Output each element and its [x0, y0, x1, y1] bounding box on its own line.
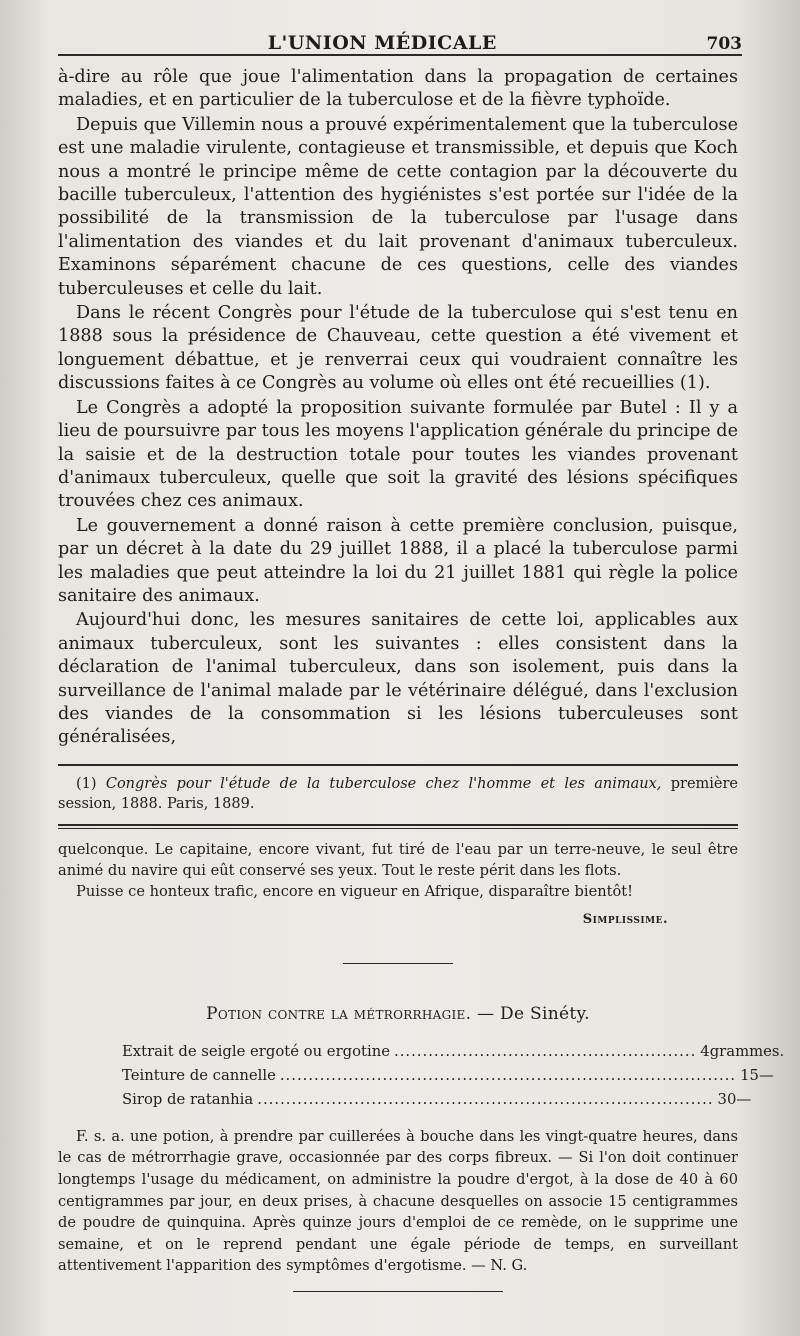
footnote — [58, 774, 738, 814]
section-separator-thin — [58, 828, 738, 829]
paragraph: Depuis que Villemin nous a prouvé expérimentalement que la tuberculose est une maladie virulente, contagieuse et transmissible, et depuis que Koch nous a montré le principe même de cette contagion par la découverte du bacille tuberculeux, l'attention des hygiénistes s'est portée sur l'idée de la possibilité de la transmission de la tuberculose par l'usage dans l'alimentation des viandes et du lait provenant d'animaux tuberculeux. Examinons séparément chacune de ces questions, celle des viandes tuberculeuses et celle du lait. — [58, 114, 738, 299]
footnote-rest: première session, 1888. Paris, 1889. — [58, 775, 739, 812]
footnote-rule — [58, 764, 738, 766]
potion-author: De Sinéty. — [500, 1003, 590, 1024]
page-number: 703 — [706, 34, 742, 54]
ingredient-name: Sirop de ratanhia — [122, 1090, 254, 1108]
note-paragraph: quelconque. Le capitaine, encore vivant, fut tiré de l'eau par un terre-neuve, le seul être animé du navire qui eût conservé ses yeux. Tout le reste périt dans les flots. — [58, 840, 738, 879]
ingredient-name: Extrait de seigle ergoté ou ergotine — [122, 1042, 390, 1060]
ingredient-dose: 30 — [717, 1090, 737, 1108]
ingredient-unit: — — [736, 1090, 752, 1108]
main-text — [58, 66, 738, 750]
potion-heading — [58, 1004, 738, 1024]
leader-dots: ................................................................................ — [257, 1090, 714, 1108]
running-title: L'UNION MÉDICALE — [267, 32, 497, 54]
paragraph: Le Congrès a adopté la proposition suivante formulée par Butel : Il y a lieu de poursuivre par tous les moyens l'application générale du principe de la saisie et de la destruction totale pour toutes les viandes provenant d'animaux tuberculeux, quelle que soit la gravité des lésions spécifiques trouvées chez ces animaux. — [58, 397, 738, 512]
section-separator — [58, 824, 738, 826]
ingredient-name: Teinture de cannelle — [122, 1066, 276, 1084]
short-divider — [343, 963, 453, 964]
prescription-instructions: F. s. a. une potion, à prendre par cuillerées à bouche dans les vingt-quatre heures, dans le cas de métrorrhagie grave, occasionnée par des corps fibreux. — Si l'on doit continuer longtemps l'usage du médicament, on administre la poudre d'ergot, à la dose de 40 à 60 centigrammes par jour, en deux prises, à chacune desquelles on associe 15 centigrammes de poudre de quinquina. Après quinze jours d'emploi de ce remède, on le supprime une semaine, et on le reprend pendant une égale période de temps, en surveillant attentivement l'apparition des symptômes d'ergotisme. — N. G. — [58, 1127, 738, 1275]
leader-dots: ..................................................... — [393, 1042, 697, 1060]
ingredient-dose: 4 — [700, 1042, 710, 1060]
paragraph: à-dire au rôle que joue l'alimentation dans la propagation de certaines maladies, et en particulier de la tuberculose et de la fièvre typhoïde. — [58, 67, 738, 111]
ingredient-row — [122, 1088, 752, 1112]
title-dash: — — [471, 1003, 501, 1024]
note-paragraph: Puisse ce honteux trafic, encore en vigueur en Afrique, disparaître bientôt! — [76, 882, 633, 900]
paragraph: Dans le récent Congrès pour l'étude de la tuberculose qui s'est tenu en 1888 sous la présidence de Chauveau, cette question a été vivement et longuement débattue, et je renverrai ceux qui voudraient connaître les discussions faites à ce Congrès au volume où elles ont été recueillies (1). — [58, 303, 738, 394]
ingredient-dose: 15 — [740, 1066, 759, 1084]
paragraph: Aujourd'hui donc, les mesures sanitaires de cette loi, applicables aux animaux tuberculeux, sont les suivantes : elles consistent dans la déclaration de l'animal tuberculeux, dans son isolement, puis dans la surveillance de l'animal malade par le vétérinaire délégué, dans l'exclusion des viandes de la consommation si les lésions tuberculeuses sont généralisées, — [58, 610, 738, 748]
ingredient-row — [122, 1064, 774, 1088]
potion-title: Potion contre la métrorrhagie. — [206, 1003, 472, 1024]
bottom-divider — [293, 1291, 503, 1292]
footnote-title: Congrès pour l'étude de la tuberculose chez l'homme et les animaux, — [105, 775, 662, 792]
slavery-note — [58, 839, 738, 902]
ingredient-unit: grammes. — [709, 1042, 785, 1060]
leader-dots: ................................................................................ — [279, 1066, 737, 1084]
prescription-list — [58, 1040, 785, 1112]
page-header — [58, 20, 742, 56]
paragraph: Le gouvernement a donné raison à cette première conclusion, puisque, par un décret à la date du 29 juillet 1888, il a placé la tuberculose parmi les maladies que peut atteindre la loi du 21 juillet 1881 qui règle la police sanitaire des animaux. — [58, 515, 738, 606]
ingredient-unit: — — [758, 1066, 774, 1084]
footnote-marker: (1) — [76, 775, 97, 792]
ingredient-row — [122, 1040, 785, 1064]
signature: Simplissime. — [582, 911, 668, 927]
